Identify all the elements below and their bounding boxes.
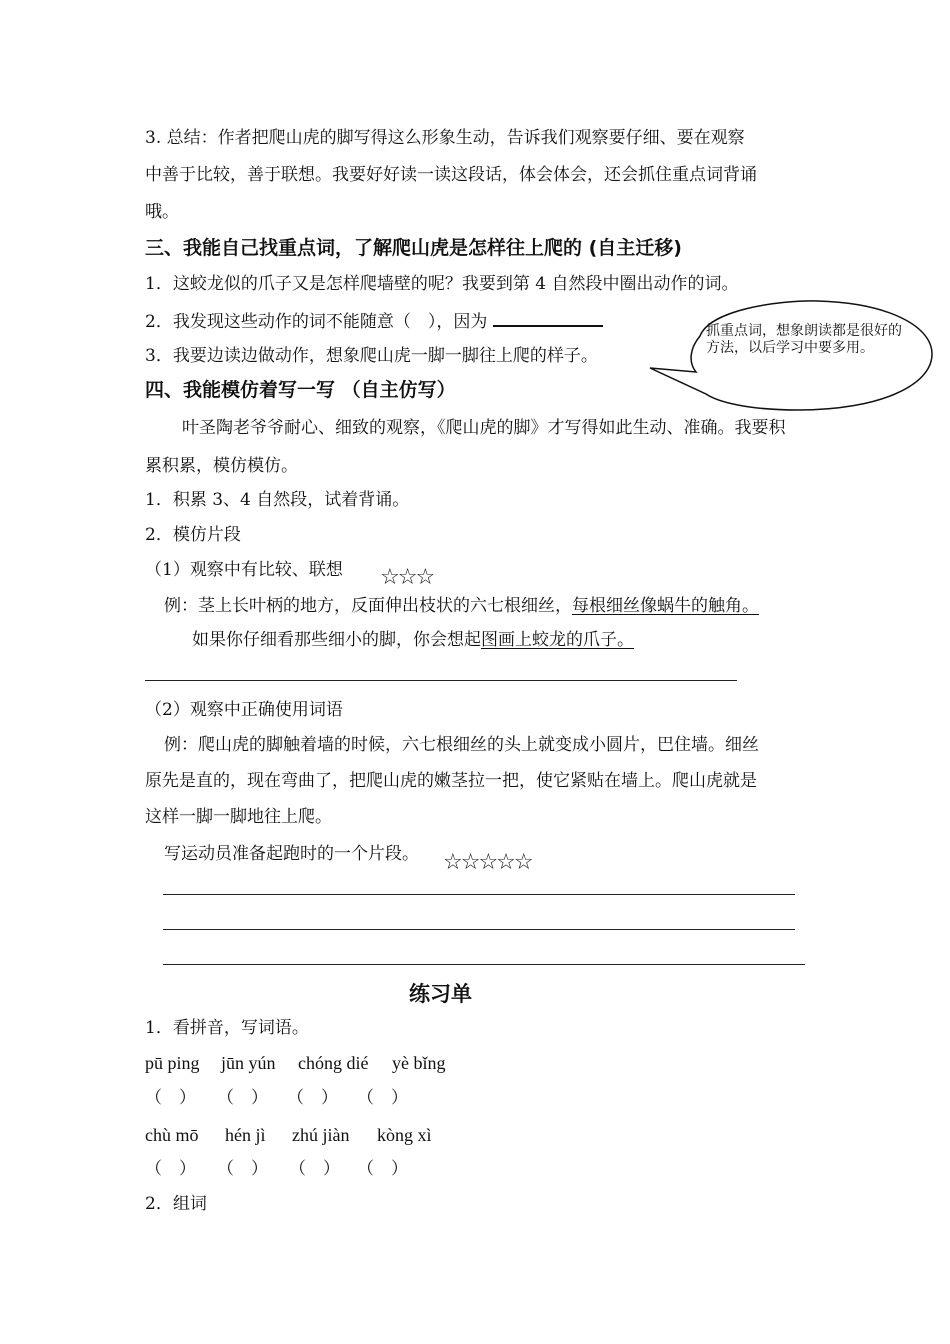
section3-item-2 xyxy=(145,309,603,333)
pinyin-3: chóng dié xyxy=(298,1053,369,1073)
section4-heading: 四、我能模仿着写一写 （自主仿写） xyxy=(145,379,456,401)
writing-line-3[interactable] xyxy=(163,929,795,930)
pinyin-2: jūn yún xyxy=(221,1053,276,1073)
writing-line-4[interactable] xyxy=(163,964,805,965)
practice-title: 练习单 xyxy=(409,982,472,1006)
section4-item-1: 1．积累 3、4 自然段，试着背诵。 xyxy=(145,490,410,510)
answer-paren-3[interactable]: （ ） xyxy=(287,1088,338,1108)
answer-paren-7[interactable]: （ ） xyxy=(289,1159,340,1179)
pinyin-1: pū ping xyxy=(145,1053,200,1073)
summary-line-2: 中善于比较，善于联想。我要好好读一读这段话，体会体会，还会抓住重点词背诵 xyxy=(145,165,757,185)
answer-paren-1[interactable]: （ ） xyxy=(145,1088,196,1108)
section3-item-1: 1．这蛟龙似的爪子又是怎样爬墙壁的呢？我要到第 4 自然段中圈出动作的词。 xyxy=(145,274,739,294)
answer-paren-5[interactable]: （ ） xyxy=(145,1159,196,1179)
section4-item-2: 2．模仿片段 xyxy=(145,525,241,545)
answer-paren-6[interactable]: （ ） xyxy=(217,1159,268,1179)
practice-q1: 1．看拼音，写词语。 xyxy=(145,1018,309,1038)
pinyin-8: kòng xì xyxy=(377,1125,432,1145)
callout-text: 抓重点词，想象朗读都是很好的方法，以后学习中要多用。 xyxy=(706,323,902,356)
pinyin-6: hén jì xyxy=(225,1125,266,1145)
answer-paren-4[interactable]: （ ） xyxy=(357,1088,408,1108)
pinyin-5: chù mō xyxy=(145,1125,199,1145)
pinyin-7: zhú jiàn xyxy=(292,1125,350,1145)
answer-paren-8[interactable]: （ ） xyxy=(357,1159,408,1179)
summary-line-3: 哦。 xyxy=(145,202,179,222)
answer-paren-2[interactable]: （ ） xyxy=(217,1088,268,1108)
section3-item-3: 3．我要边读边做动作，想象爬山虎一脚一脚往上爬的样子。 xyxy=(145,346,598,366)
star-rating-3: ☆☆☆ xyxy=(380,565,434,590)
star-rating-5: ☆☆☆☆☆ xyxy=(443,850,532,875)
answer-blank[interactable] xyxy=(493,309,603,327)
sub1-example-a-text: 例：茎上长叶柄的地方，反面伸出枝状的六七根细丝， xyxy=(164,596,572,616)
sub1-example-b-underlined: 图画上蛟龙的爪子。 xyxy=(481,630,634,650)
section3-heading: 三、我能自己找重点词，了解爬山虎是怎样往上爬的 (自主迁移) xyxy=(145,237,682,259)
sub1-example-a-underlined: 每根细丝像蜗牛的触角。 xyxy=(572,596,759,616)
sub2-example-1: 例：爬山虎的脚触着墙的时候，六七根细丝的头上就变成小圆片，巴住墙。细丝 xyxy=(164,735,759,755)
sub2-example-2: 原先是直的，现在弯曲了，把爬山虎的嫩茎拉一把，使它紧贴在墙上。爬山虎就是 xyxy=(145,771,757,791)
sub2-example-3: 这样一脚一脚地往上爬。 xyxy=(145,807,332,827)
sub1-example-b-text: 如果你仔细看那些细小的脚，你会想起 xyxy=(192,630,481,650)
writing-line-1[interactable] xyxy=(145,680,737,681)
sub2-task: 写运动员准备起跑时的一个片段。 xyxy=(164,844,419,864)
writing-line-2[interactable] xyxy=(163,894,795,895)
practice-q2: 2．组词 xyxy=(145,1194,207,1214)
sub2-label: （2）观察中正确使用词语 xyxy=(145,700,343,720)
sub1-label: （1）观察中有比较、联想 xyxy=(145,560,343,580)
pinyin-4: yè bǐng xyxy=(392,1053,446,1073)
section4-intro-2: 累积累，模仿模仿。 xyxy=(145,456,298,476)
sub1-example-b xyxy=(192,629,634,651)
sub1-example-a xyxy=(164,595,759,617)
summary-line-1: 3. 总结：作者把爬山虎的脚写得这么形象生动，告诉我们观察要仔细、要在观察 xyxy=(145,128,745,148)
section4-intro-1: 叶圣陶老爷爷耐心、细致的观察，《爬山虎的脚》才写得如此生动、准确。我要积 xyxy=(182,418,786,438)
section3-item-2-text: 2．我发现这些动作的词不能随意（ ），因为 xyxy=(145,312,488,332)
